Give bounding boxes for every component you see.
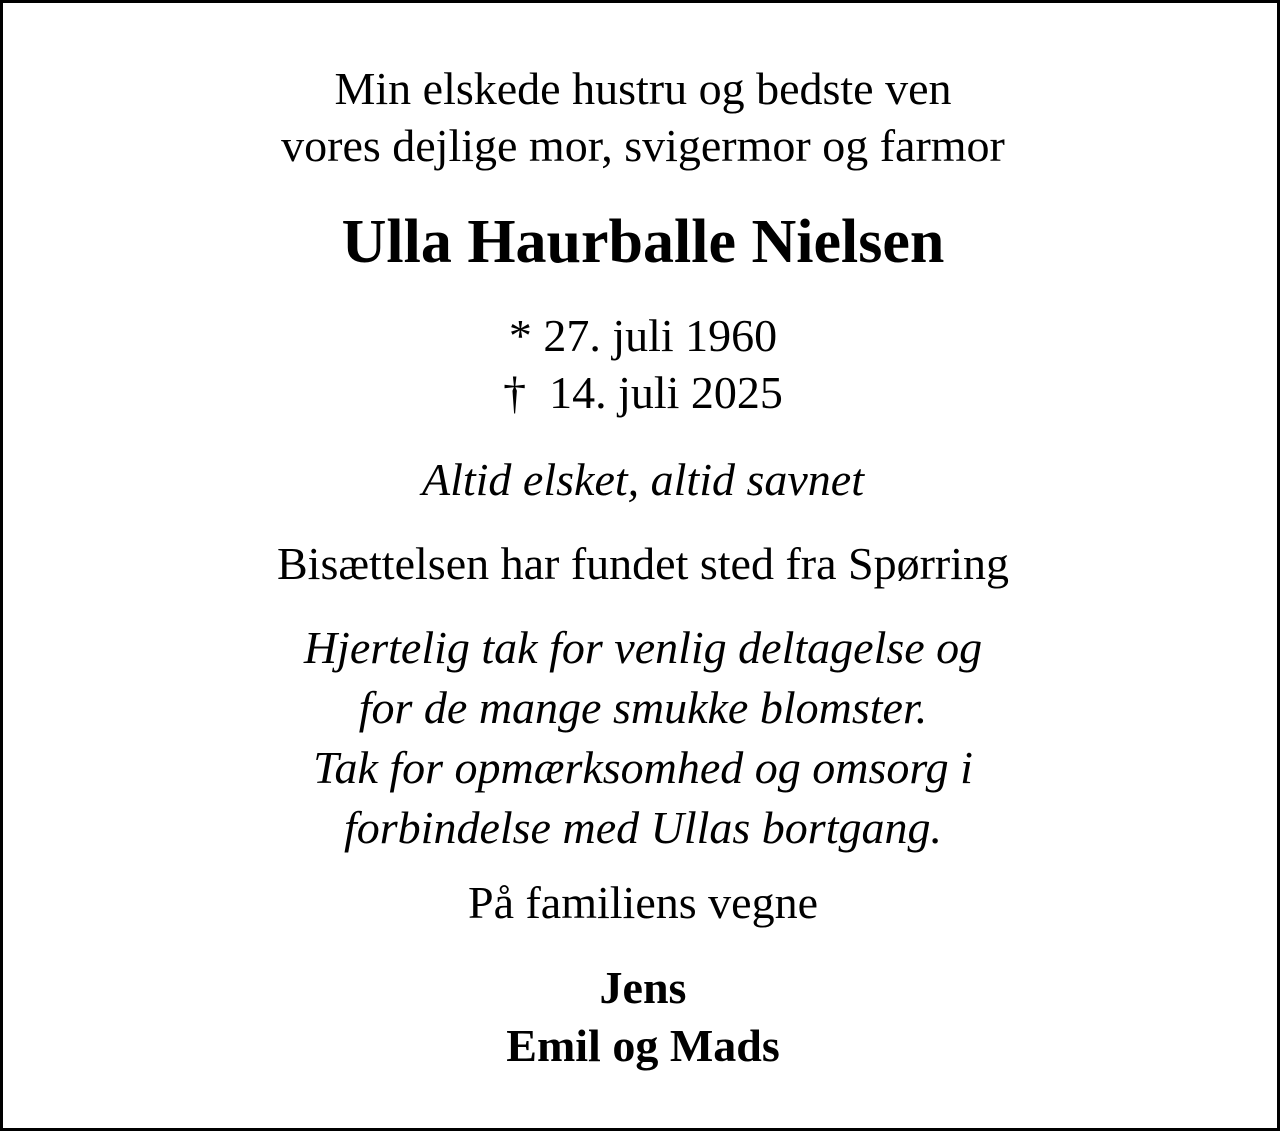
thanks-line: for de mange smukke blomster.	[358, 682, 928, 733]
intro-line: Min elskede hustru og bedste ven	[334, 63, 952, 114]
signer: Jens	[599, 962, 687, 1013]
thanks-line: Hjertelig tak for venlig deltagelse og	[303, 622, 983, 673]
death-date: † 14. juli 2025	[503, 367, 783, 418]
funeral-info: Bisættelsen har fundet sted fra Spørring	[276, 538, 1010, 589]
thanks-line: Tak for opmærksomhed og omsorg i	[313, 742, 973, 793]
on-behalf: På familiens vegne	[467, 877, 818, 928]
deceased-name: Ulla Haurballe Nielsen	[341, 208, 945, 276]
signer: Emil og Mads	[506, 1020, 780, 1071]
motto: Altid elsket, altid savnet	[421, 454, 864, 505]
intro-line: vores dejlige mor, svigermor og farmor	[281, 120, 1005, 171]
thanks-line: forbindelse med Ullas bortgang.	[344, 802, 942, 853]
birth-date: * 27. juli 1960	[508, 310, 778, 361]
